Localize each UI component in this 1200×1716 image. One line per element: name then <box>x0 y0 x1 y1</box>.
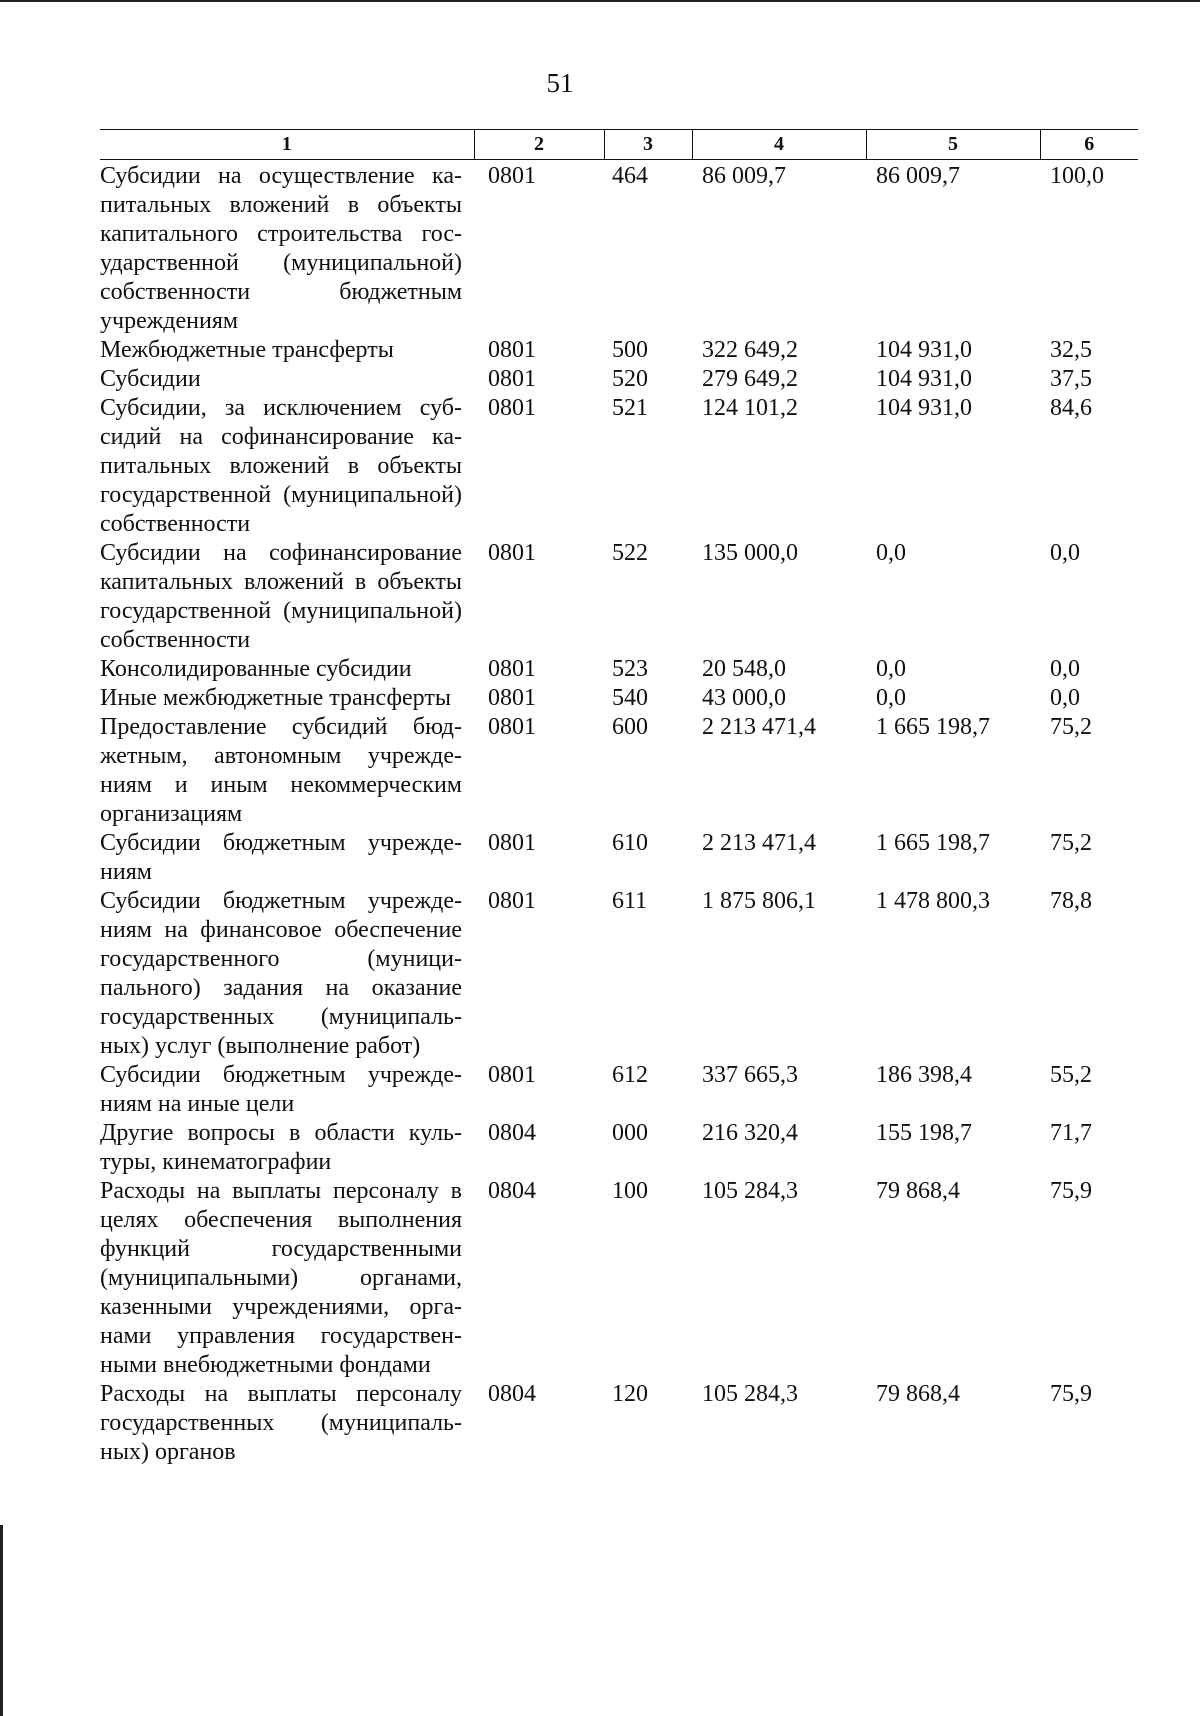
table-row <box>100 1177 1138 1380</box>
row-name: Субсидии бюджетным учреждениям на финансовое обеспечение государственного (муниципального) задания на оказание государственных (муниципальных) услуг (выполнение работ) <box>100 888 462 1059</box>
row-plan: 124 101,2 <box>702 395 798 421</box>
row-plan: 322 649,2 <box>702 337 798 363</box>
row-fact: 86 009,7 <box>876 163 960 189</box>
row-fact: 0,0 <box>876 656 906 682</box>
row-fact: 1 478 800,3 <box>876 888 990 914</box>
row-section: 0801 <box>488 685 536 711</box>
row-name: Субсидии на софинансирование капитальных вложений в объекты государственной (муниципальной) собственности <box>100 540 462 653</box>
table-header <box>100 130 1138 160</box>
row-code: 000 <box>612 1120 648 1146</box>
row-plan: 337 665,3 <box>702 1062 798 1088</box>
row-name: Субсидии на осуществление капитальных вложений в объекты капитального строительства государственной (муниципальной) собственности бюджетным учреждениям <box>100 163 462 334</box>
row-name: Консолидированные субсидии <box>100 656 412 682</box>
row-name: Другие вопросы в области культуры, кинематографии <box>100 1120 462 1175</box>
row-code: 600 <box>612 714 648 740</box>
row-fact: 155 198,7 <box>876 1120 972 1146</box>
row-fact: 1 665 198,7 <box>876 714 990 740</box>
row-section: 0801 <box>488 366 536 392</box>
row-name: Предоставление субсидий бюджетным, автономным учреждениям и иным некоммерческим организациям <box>100 714 462 827</box>
row-fact: 0,0 <box>876 540 906 566</box>
row-percent: 75,2 <box>1050 714 1092 740</box>
row-plan: 2 213 471,4 <box>702 830 816 856</box>
row-plan: 86 009,7 <box>702 163 786 189</box>
row-code: 523 <box>612 656 648 682</box>
budget-table <box>100 129 1138 1467</box>
row-plan: 216 320,4 <box>702 1120 798 1146</box>
page-number: 51 <box>546 68 574 98</box>
row-fact: 79 868,4 <box>876 1381 960 1407</box>
row-percent: 75,2 <box>1050 830 1092 856</box>
row-name: Расходы на выплаты персоналу государственных (муниципальных) органов <box>100 1381 462 1465</box>
row-percent: 78,8 <box>1050 888 1092 914</box>
row-percent: 75,9 <box>1050 1381 1092 1407</box>
row-code: 120 <box>612 1381 648 1407</box>
row-section: 0801 <box>488 337 536 363</box>
row-section: 0801 <box>488 395 536 421</box>
table-row <box>100 684 1138 713</box>
row-code: 540 <box>612 685 648 711</box>
table-row <box>100 539 1138 655</box>
table-row <box>100 655 1138 684</box>
row-fact: 104 931,0 <box>876 337 972 363</box>
table-row <box>100 160 1138 337</box>
row-code: 610 <box>612 830 648 856</box>
header-col-1: 1 <box>100 130 474 160</box>
row-code: 100 <box>612 1178 648 1204</box>
row-fact: 79 868,4 <box>876 1178 960 1204</box>
row-section: 0804 <box>488 1381 536 1407</box>
row-fact: 186 398,4 <box>876 1062 972 1088</box>
row-code: 522 <box>612 540 648 566</box>
header-row <box>100 130 1138 160</box>
row-fact: 104 931,0 <box>876 395 972 421</box>
row-code: 521 <box>612 395 648 421</box>
row-percent: 71,7 <box>1050 1120 1092 1146</box>
row-name: Межбюджетные трансферты <box>100 337 394 363</box>
row-percent: 37,5 <box>1050 366 1092 392</box>
header-col-6: 6 <box>1040 130 1138 160</box>
row-section: 0801 <box>488 1062 536 1088</box>
table-row <box>100 1061 1138 1119</box>
row-plan: 43 000,0 <box>702 685 786 711</box>
table-row <box>100 887 1138 1061</box>
row-plan: 20 548,0 <box>702 656 786 682</box>
row-section: 0801 <box>488 163 536 189</box>
row-plan: 105 284,3 <box>702 1381 798 1407</box>
row-percent: 0,0 <box>1050 656 1080 682</box>
row-name: Субсидии <box>100 366 201 392</box>
row-section: 0801 <box>488 830 536 856</box>
table-row <box>100 394 1138 539</box>
header-col-3: 3 <box>604 130 692 160</box>
table-row <box>100 829 1138 887</box>
row-section: 0801 <box>488 888 536 914</box>
row-name: Субсидии, за исключением субсидий на софинансирование капитальных вложений в объекты государственной (муниципальной) собственности <box>100 395 462 537</box>
row-plan: 2 213 471,4 <box>702 714 816 740</box>
row-percent: 0,0 <box>1050 540 1080 566</box>
row-plan: 105 284,3 <box>702 1178 798 1204</box>
row-section: 0801 <box>488 714 536 740</box>
header-col-5: 5 <box>866 130 1040 160</box>
table-row <box>100 713 1138 829</box>
row-section: 0801 <box>488 540 536 566</box>
table-body <box>100 160 1138 1468</box>
row-fact: 0,0 <box>876 685 906 711</box>
row-name: Субсидии бюджетным учреждениям <box>100 830 462 885</box>
table-row <box>100 1380 1138 1467</box>
row-plan: 1 875 806,1 <box>702 888 816 914</box>
row-code: 464 <box>612 163 648 189</box>
row-code: 500 <box>612 337 648 363</box>
row-section: 0804 <box>488 1120 536 1146</box>
row-name: Расходы на выплаты персоналу в целях обеспечения выполнения функций государственными (муниципальными) органами, казенными учреждениями, органами управления государственными внебюджетными фондами <box>100 1178 462 1378</box>
row-name: Иные межбюджетные трансферты <box>100 685 451 711</box>
row-plan: 279 649,2 <box>702 366 798 392</box>
row-plan: 135 000,0 <box>702 540 798 566</box>
row-percent: 100,0 <box>1050 163 1104 189</box>
row-percent: 84,6 <box>1050 395 1092 421</box>
row-code: 612 <box>612 1062 648 1088</box>
row-percent: 32,5 <box>1050 337 1092 363</box>
row-fact: 104 931,0 <box>876 366 972 392</box>
row-percent: 0,0 <box>1050 685 1080 711</box>
row-section: 0801 <box>488 656 536 682</box>
table-row <box>100 336 1138 365</box>
header-col-4: 4 <box>692 130 866 160</box>
header-col-2: 2 <box>474 130 604 160</box>
table-row <box>100 365 1138 394</box>
row-percent: 55,2 <box>1050 1062 1092 1088</box>
scan-edge-top <box>0 0 1200 2</box>
row-name: Субсидии бюджетным учреждениям на иные цели <box>100 1062 462 1117</box>
row-percent: 75,9 <box>1050 1178 1092 1204</box>
scan-edge-left <box>0 1525 3 1716</box>
row-fact: 1 665 198,7 <box>876 830 990 856</box>
row-section: 0804 <box>488 1178 536 1204</box>
row-code: 520 <box>612 366 648 392</box>
row-code: 611 <box>612 888 648 914</box>
table-row <box>100 1119 1138 1177</box>
